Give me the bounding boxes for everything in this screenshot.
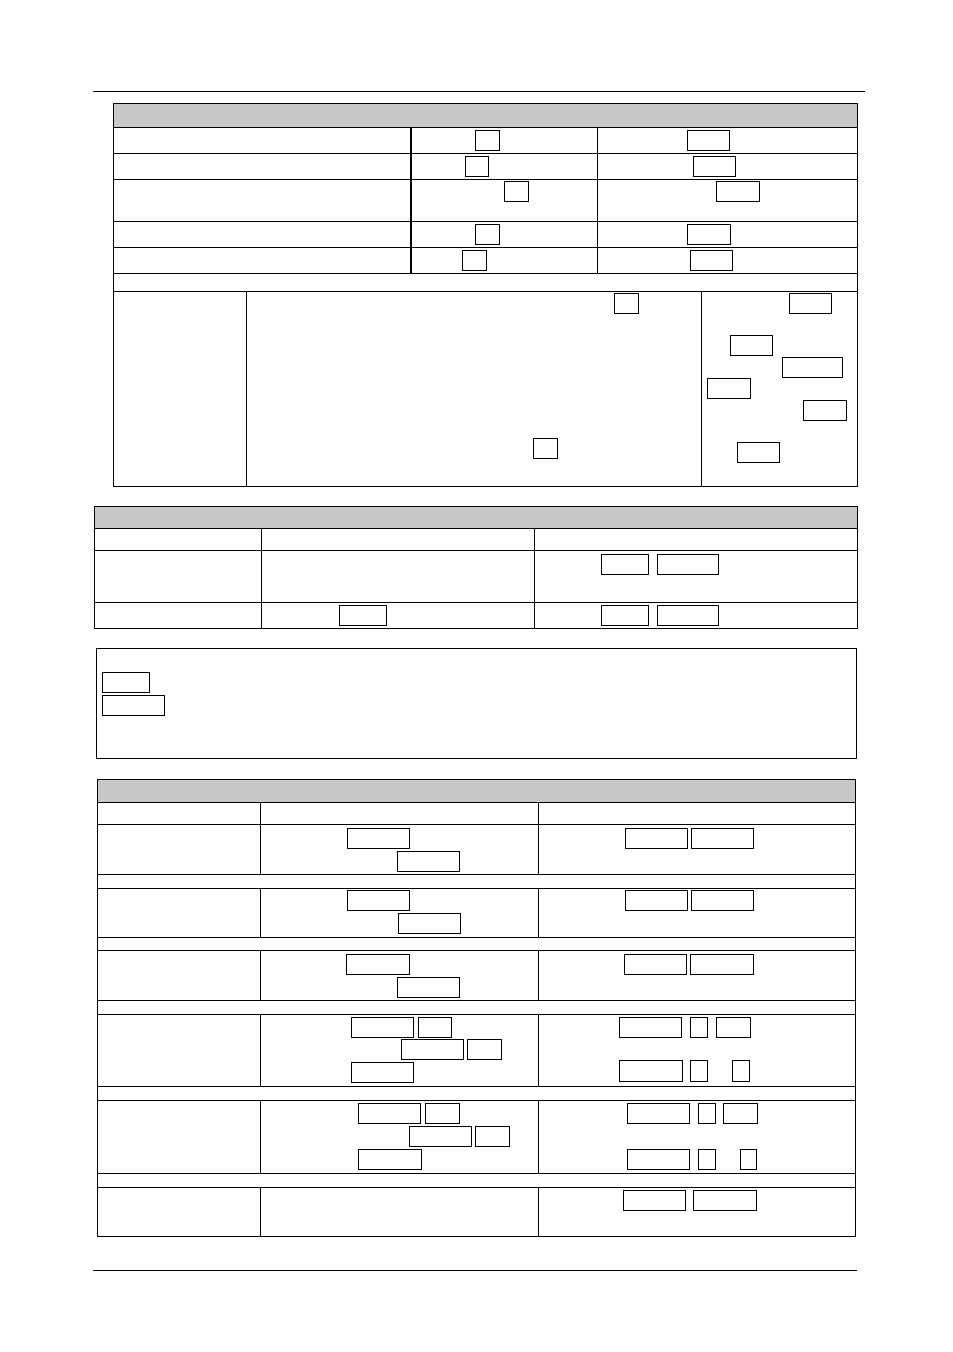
checkbox[interactable] [698,1149,716,1170]
input-field[interactable] [789,293,832,314]
checkbox[interactable] [425,1103,460,1124]
checkbox[interactable] [462,250,487,271]
table-3-header [97,779,856,803]
input-field[interactable] [339,605,387,626]
input-field[interactable] [693,156,736,177]
input-field[interactable] [619,1060,683,1082]
input-field[interactable] [358,1103,421,1124]
input-field[interactable] [687,224,731,245]
input-field[interactable] [691,890,754,911]
table-2-header [94,506,858,529]
input-field[interactable] [397,977,460,998]
header-rule [93,91,865,92]
input-field[interactable] [693,1190,757,1211]
input-field[interactable] [730,335,773,356]
checkbox[interactable] [533,438,558,459]
checkbox[interactable] [475,224,500,245]
checkbox[interactable] [475,1126,510,1147]
input-field[interactable] [707,378,751,399]
input-field[interactable] [102,672,150,693]
input-field[interactable] [691,828,754,849]
input-field[interactable] [690,954,754,975]
input-field[interactable] [625,890,688,911]
checkbox[interactable] [740,1149,757,1170]
input-field[interactable] [657,554,719,575]
input-field[interactable] [601,605,649,626]
input-field[interactable] [351,1062,414,1083]
checkbox[interactable] [690,1017,708,1038]
footer-rule [93,1270,857,1271]
input-field[interactable] [401,1039,464,1060]
input-field[interactable] [803,400,847,421]
input-field[interactable] [347,890,410,911]
input-field[interactable] [347,828,410,849]
checkbox[interactable] [467,1039,502,1060]
checkbox[interactable] [716,1017,751,1038]
input-field[interactable] [690,250,733,271]
input-field[interactable] [624,954,687,975]
input-field[interactable] [716,181,760,202]
notice-frame [96,648,857,759]
input-field[interactable] [358,1149,422,1170]
input-field[interactable] [398,913,461,934]
checkbox[interactable] [418,1017,452,1038]
input-field[interactable] [409,1126,472,1147]
checkbox[interactable] [690,1060,708,1082]
checkbox[interactable] [614,293,639,314]
input-field[interactable] [351,1017,414,1038]
table-1-header [113,103,858,128]
input-field[interactable] [687,130,730,151]
input-field[interactable] [102,695,165,716]
input-field[interactable] [627,1103,690,1124]
input-field[interactable] [657,605,719,626]
checkbox[interactable] [465,156,489,177]
input-field[interactable] [397,851,460,872]
checkbox[interactable] [732,1060,750,1082]
input-field[interactable] [601,554,649,575]
input-field[interactable] [782,357,843,378]
checkbox[interactable] [698,1103,716,1124]
input-field[interactable] [346,954,410,975]
input-field[interactable] [623,1190,686,1211]
input-field[interactable] [625,828,688,849]
checkbox[interactable] [723,1103,758,1124]
input-field[interactable] [627,1149,690,1170]
checkbox[interactable] [504,181,529,202]
input-field[interactable] [737,442,780,463]
checkbox[interactable] [475,130,500,151]
input-field[interactable] [619,1017,682,1038]
